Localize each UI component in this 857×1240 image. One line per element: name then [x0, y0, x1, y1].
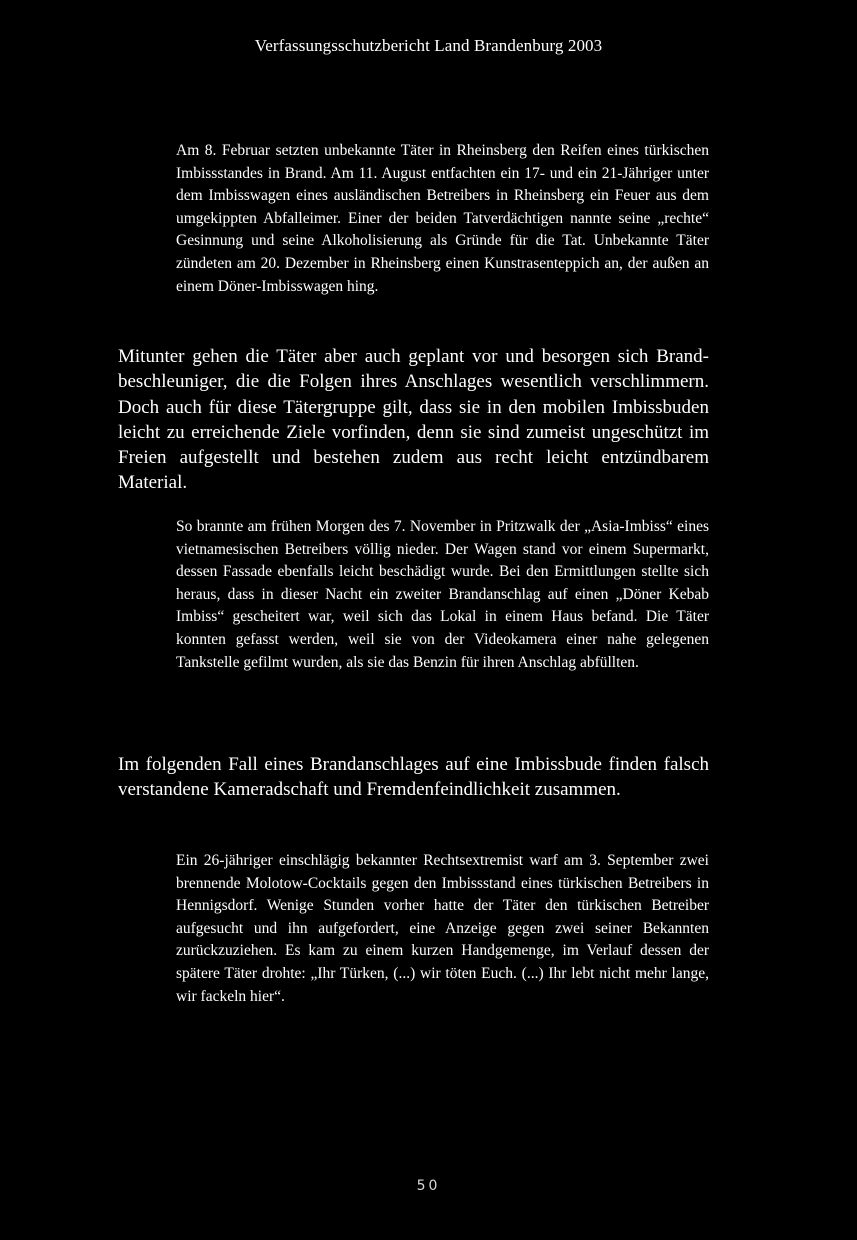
body-paragraph-brandbeschleuniger: Mitunter gehen die Täter aber auch geplant vor und besorgen sich Brandbeschleuniger, die die Folgen ihres Anschlages wesentlich verschlimmern. Doch auch für diese Tätergruppe gilt, dass sie in den mobilen Imbissbuden leicht zu erreichende Ziele vorfinden, denn sie sind zumeist ungeschützt im Freien aufgestellt und bestehen zudem aus recht leicht entzündbarem Material. — [118, 346, 709, 494]
body-paragraph-kameradschaft: Im folgenden Fall eines Brandanschlages auf eine Imbissbude finden falsch verstandene Kameradschaft und Fremdenfeindlichkeit zusammen. — [118, 754, 709, 801]
case-quote-pritzwalk: So brannte am frühen Morgen des 7. November in Pritzwalk der „Asia-Imbiss“ eines vietnamesischen Betreibers völlig nieder. Der Wagen stand vor einem Supermarkt, dessen Fassade ebenfalls leicht beschädigt wurde. Bei den Ermittlungen stellte sich heraus, dass in dieser Nacht ein zweiter Brandanschlag auf einen „Döner Kebab Imbiss“ gescheitert war, weil sich das Lokal in einem Haus befand. Die Täter konnten gefasst werden, weil sie von der Videokamera einer nahe gelegenen Tankstelle gefilmt wurden, als sie das Benzin für ihren Anschlag abfüllten. — [176, 518, 709, 671]
case-quote-rheinsberg: Am 8. Februar setzten unbekannte Täter in Rheinsberg den Reifen eines türkischen Imbissstandes in Brand. Am 11. August entfachten ein 17- und ein 21-Jähriger unter dem Imbisswagen eines ausländischen Betreibers in Rheinsberg ein Feuer aus dem umgekippten Abfalleimer. Einer der beiden Tatverdächtigen nannte seine „rechte“ Gesinnung und seine Alkoholisierung als Gründe für die Tat. Unbekannte Täter zündeten am 20. Dezember in Rheinsberg einen Kunstrasenteppich an, der außen an einem Döner-Imbisswagen hing. — [176, 142, 709, 295]
page-number: 50 — [416, 1178, 441, 1194]
page-header-title: Verfassungsschutzbericht Land Brandenburg 2003 — [254, 36, 603, 55]
case-quote-hennigsdorf: Ein 26-jähriger einschlägig bekannter Rechtsextremist warf am 3. September zwei brennende Molotow-Cocktails gegen den Imbissstand eines türkischen Betreibers in Hennigsdorf. Wenige Stunden vorher hatte der Täter den türkischen Betreiber aufgesucht und ihn aufgefordert, eine Anzeige gegen zwei seiner Bekannten zurückzuziehen. Es kam zu einem kurzen Handgemenge, im Verlauf dessen der spätere Täter drohte: „Ihr Türken, (...) wir töten Euch. (...) Ihr lebt nicht mehr lange, wir fackeln hier“. — [176, 852, 709, 1005]
